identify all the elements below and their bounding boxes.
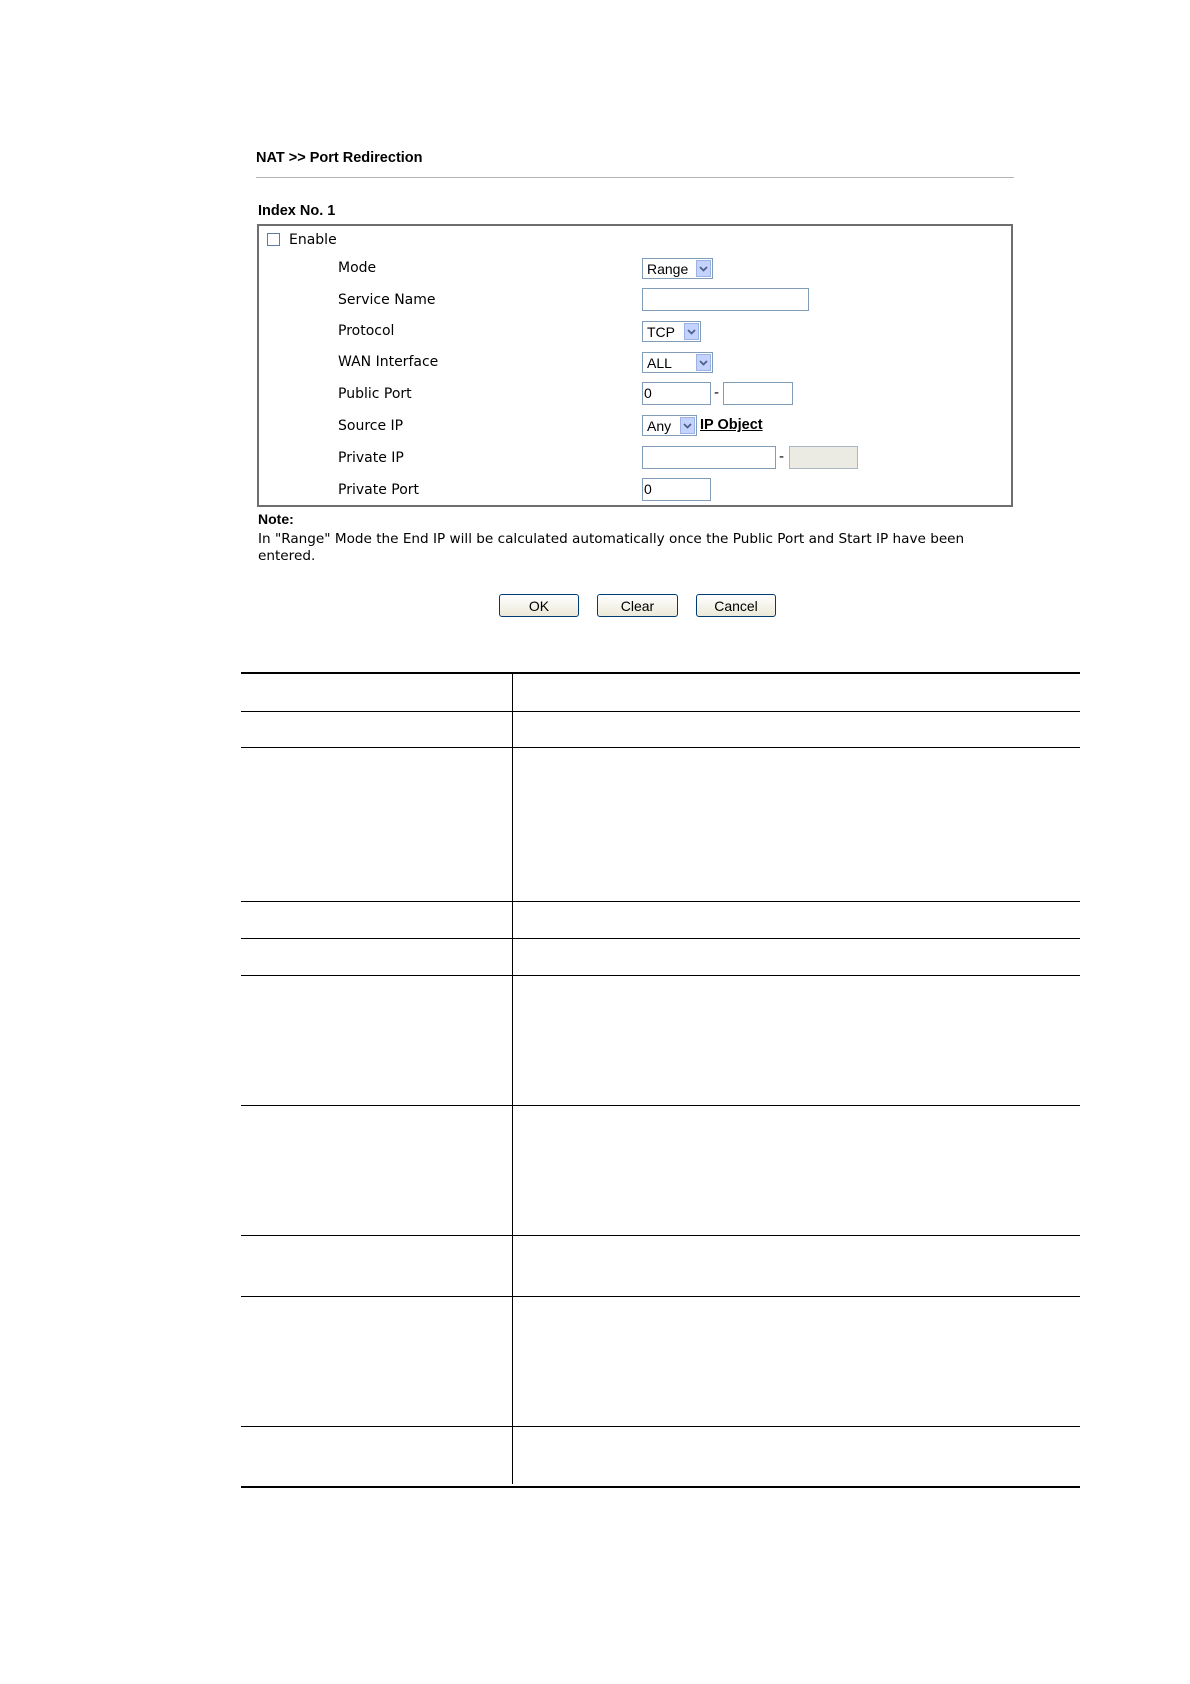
table-top-border (241, 672, 1080, 674)
chevron-down-icon (680, 417, 695, 434)
chevron-down-icon (684, 323, 699, 340)
chevron-down-icon (696, 354, 711, 371)
private-ip-end-input (789, 446, 858, 469)
private-port-input[interactable]: 0 (642, 478, 711, 501)
protocol-label: Protocol (338, 323, 395, 339)
public-port-start-input[interactable]: 0 (642, 382, 711, 405)
mode-select[interactable] (642, 258, 713, 279)
wan-interface-label: WAN Interface (338, 354, 439, 370)
public-port-label: Public Port (338, 386, 412, 402)
table-row-divider (241, 711, 1080, 712)
table-row-divider (241, 1426, 1080, 1427)
note-text: In "Range" Mode the End IP will be calculated automatically once the Public Port and Start IP have been entered. (258, 531, 965, 564)
mode-select-value: Range (647, 260, 689, 277)
protocol-select-value: TCP (647, 323, 675, 340)
ok-button[interactable]: OK (499, 594, 579, 617)
breadcrumb: NAT >> Port Redirection (256, 150, 423, 166)
protocol-select[interactable] (642, 321, 701, 342)
source-ip-select[interactable] (642, 415, 697, 436)
wan-interface-select[interactable] (642, 352, 713, 373)
enable-checkbox[interactable] (267, 233, 280, 246)
private-ip-start-input[interactable] (642, 446, 776, 469)
service-name-label: Service Name (338, 292, 436, 308)
table-row-divider (241, 1105, 1080, 1106)
index-title: Index No. 1 (258, 203, 336, 219)
table-row-divider (241, 901, 1080, 902)
ip-object-link[interactable]: IP Object (700, 417, 763, 433)
private-port-label: Private Port (338, 482, 420, 498)
mode-label: Mode (338, 260, 377, 276)
table-column-divider (512, 672, 513, 1484)
table-row-divider (241, 747, 1080, 748)
table-bottom-border (241, 1486, 1080, 1488)
private-ip-label: Private IP (338, 450, 404, 466)
source-ip-select-value: Any (647, 417, 672, 434)
enable-label: Enable (289, 232, 337, 248)
note-title: Note: (258, 511, 294, 527)
public-port-separator: - (714, 385, 720, 401)
clear-button[interactable]: Clear (597, 594, 678, 617)
cancel-button[interactable]: Cancel (696, 594, 776, 617)
chevron-down-icon (696, 260, 711, 277)
breadcrumb-divider (256, 177, 1014, 178)
table-row-divider (241, 938, 1080, 939)
table-row-divider (241, 1296, 1080, 1297)
private-ip-separator: - (779, 449, 785, 465)
table-row-divider (241, 975, 1080, 976)
wan-interface-select-value: ALL (647, 354, 672, 371)
public-port-end-input[interactable] (723, 382, 793, 405)
table-row-divider (241, 1235, 1080, 1236)
service-name-input[interactable] (642, 288, 809, 311)
source-ip-label: Source IP (338, 418, 404, 434)
